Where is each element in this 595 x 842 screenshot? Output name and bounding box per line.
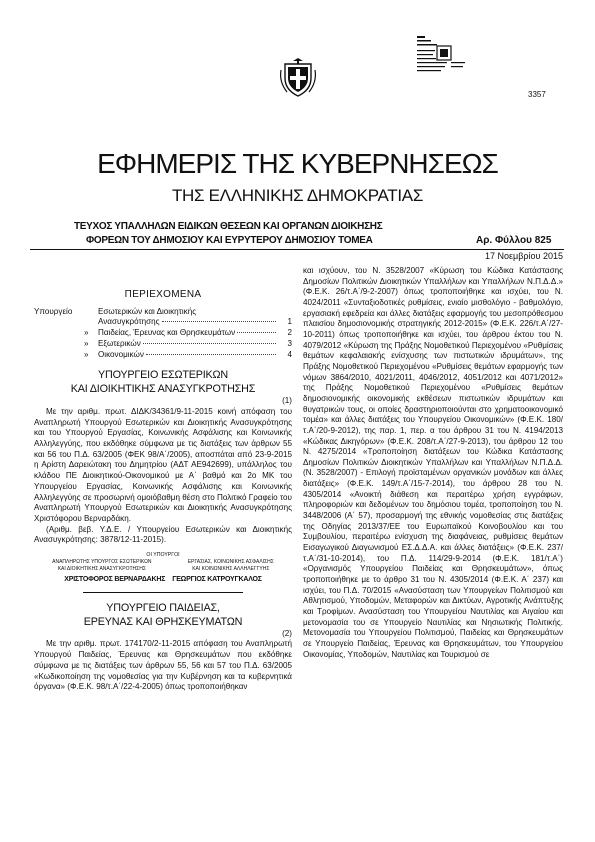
signatory-titles [34,559,292,573]
ministry-heading-line: ΚΑΙ ΔΙΟΙΚΗΤΙΚΗΣ ΑΝΑΣΥΓΚΡΟΤΗΣΗΣ [70,383,256,396]
ministry-heading-line: ΕΡΕΥΝΑΣ ΚΑΙ ΘΡΗΣΚΕΥΜΑΤΩΝ [83,615,243,628]
gazette-title: ΕΦΗΜΕΡΙΣ ΤΗΣ ΚΥΒΕΡΝΗΣΕΩΣ [97,148,498,179]
signatory-title: ΚΑΙ ΔΙΟΙΚΗΤΙΚΗΣ ΑΝΑΣΥΓΚΡΟΤΗΣΗΣ [57,566,146,573]
toc-leader-dots [162,321,276,322]
decision-text: Με την αριθμ. πρωτ. 174170/2-11-2015 απόφαση του Αναπληρωτή Υπουργού Παιδείας, Έρευνας και Θρησκευμάτων που εκδόθηκε σύμφωνα με τις διατάξεις των άρθρων 55, 56 και 57 του Π.Δ. 63/2005 «Κωδικοποίηση της νομοθεσίας για την Κυβέρνηση και τα κυβερνητικά όργανα» (Φ.Ε.Κ. 98/τ.Α΄/22-4-2005) όπως τροποποιήθηκαν [34,639,292,692]
decision-reference: (Αριθμ. βεβ. Υ.Δ.Ε. / Υπουργείου Εσωτερικών και Διοικητικής Ανασυγκρότησης: 3878/12-11-2015). [34,524,292,545]
ministry-heading-education [34,601,292,629]
toc-item-name: Ανασυγκρότησης [98,317,160,327]
toc-item[interactable] [34,339,292,350]
toc-item-prefix: » [84,328,89,338]
right-column [303,266,563,660]
toc-item-page: 4 [287,349,292,359]
toc-item[interactable] [34,328,292,339]
decision-number: (1) [282,396,292,406]
gazette-subtitle: ΤΗΣ ΕΛΛΗΝΙΚΗΣ ΔΗΜΟΚΡΑΤΙΑΣ [171,186,424,205]
signatory-title: ΑΝΑΠΛΗΡΩΤΗΣ ΥΠΟΥΡΓΟΣ ΕΣΩΤΕΡΙΚΩΝ [52,559,152,566]
signatories-caption: ΟΙ ΥΠΟΥΡΓΟΙ [146,552,180,559]
toc-item-prefix: » [84,349,89,359]
greek-coat-of-arms-icon [277,56,319,98]
toc-item-page: 3 [287,338,292,348]
left-column [34,290,292,693]
signatory-title: ΚΑΙ ΚΟΙΝΩΝΙΚΗΣ ΑΛΛΗΛΕΓΓΥΗΣ [192,566,270,573]
toc-item[interactable] [34,350,292,361]
decision-text: Με την αριθμ. πρωτ. ΔΙΔΚ/34361/9-11-2015 κοινή απόφαση του Αναπληρωτή Υπουργού Εσωτερικών και Διοικητικής Ανασυγκρότησης και του Υπουργού Εργασίας, Κοινωνικής Ασφάλισης και Κοινωνικής Αλληλεγγύης, που εκδόθηκε σύμφωνα με τις διατάξεις των άρθρων 55 και 56 του Π.Δ. 63/2005 (ΦΕΚ 98/Α΄/2005), αποσπάται από 23-9-2015 η Αρίστη Δαρειώτακη του Δημητρίου (ΑΔΤ ΑΕ942699), υπάλληλος του κλάδου ΠΕ Διοικητικού-Οικονομικού με Α΄ βαθμό και 2ο ΜΚ του Υπουργείου Εργασίας, Κοινωνικής Ασφάλισης και Κοινωνικής Αλληλεγγύης σε προσωρινή ομοιόβαθμη θέση στο Πολιτικό Γραφείο του Αναπληρωτή Υπουργού Εσωτερικών και Διοικητικής Ανασυγκρότησης Χριστόφορου Βερναρδάκη. [34,406,292,523]
qr-code-icon [415,34,470,78]
toc-item-page: 2 [287,328,292,338]
toc-leader-dots [237,332,276,333]
ministry-heading-line: ΥΠΟΥΡΓΕΙΟ ΕΣΩΤΕΡΙΚΩΝ [97,369,228,382]
signatory-names: ΧΡΙΣΤΟΦΟΡΟΣ ΒΕΡΝΑΡΔΑΚΗΣ ΓΕΩΡΓΙΟΣ ΚΑΤΡΟΥΓΚΑΛΟΣ [64,576,262,584]
header-divider [30,249,564,250]
toc-title: ΠΕΡΙΕΧΟΜΕΝΑ [124,289,202,300]
decision-text-continued: και ισχύουν, του Ν. 3528/2007 «Κύρωση του Κώδικα Κατάστασης Δημοσίων Πολιτικών Διοικητικών Υπαλλήλων και Υπαλλήλων Ν.Π.Δ.Δ.» (Φ.Ε.Κ. 26/τ.Α΄/9-2-2007) όπως τροποποιήθηκε και ισχύει, του Ν. 4024/2011 «Συνταξιοδοτικές ρυθμίσεις, ενιαίο μισθολόγιο - βαθμολόγιο, εργασιακή εφεδρεία και άλλες διατάξεις εφαρμογής του μεσοπρόθεσμου πλαισίου δημοσιονομικής στρατηγικής 2012-2015» (Φ.Ε.Κ. 226/τ.Α΄/27-10-2011) όπως τροποποιήθηκε και ισχύει, του άρθρου έκτου του Ν. 4079/2012 «Κύρωση της Πράξης Νομοθετικού Περιεχομένου «Ρυθμίσεις θεμάτων κεφαλαιακής ενίσχυσης των πιστωτικών ιδρυμάτων», της Πράξης Νομοθετικού Περιεχομένου «Ρυθμίσεις θεμάτων εφαρμογής των νόμων 3864/2010, 4021/2011, 4046/2012, 4051/2012 και 4071/2012» της Πράξης Νομοθετικού Περιεχομένου «Ρυθμίσεις θεμάτων δημοσιονομικής οικονομικής εκθέσεων πιστωτικών ιδρυμάτων και θυγατρικών τους, οι οποίες δραστηριοποιούνται στο χρηματοοικονομικό τομέα» και άλλες διατάξεις του Υπουργείου Οικονομικών» (Φ.Ε.Κ. 180/τ.Α΄/20-9-2012), της παρ. 1, περ. α του άρθρου 31 του Ν. 4194/2013 «Κώδικας Δικηγόρων» (Φ.Ε.Κ. 208/τ.Α΄/27-9-2013), του άρθρου 12 του Ν. 4275/2014 «Τροποποίηση διατάξεων του Κώδικα Κατάστασης Δημοσίων Πολιτικών Διοικητικών Υπαλλήλων και Υπαλλήλων Ν.Π.Δ.Δ. (Ν. 3528/2007) - Επιλογή προϊσταμένων οργανικών μονάδων και άλλες διατάξεις» (Φ.Ε.Κ. 149/τ.Α΄/15-7-2014), του άρθρου 28 του Ν. 4305/2014 «Ανοικτή διάθεση και περαιτέρω χρήση εγγράφων, πληροφοριών και δεδομένων του δημόσιου τομέα, τροποποίηση του Ν. 3448/2006 (Α΄ 57), προσαρμογή της εθνικής νομοθεσίας στις διατάξεις της Οδηγίας 2013/37/ΕΕ του Ευρωπαϊκού Κοινοβουλίου και του Συμβουλίου, περαιτέρω ενίσχυση της διαφάνειας, ρυθμίσεις θεμάτων Εισαγωγικού Διαγωνισμού ΕΣ.Δ.Δ.Α. και άλλες διατάξεις» (Φ.Ε.Κ. 237/τ.Α΄/31-10-2014), του Π.Δ. 114/29-9-2014 (Φ.Ε.Κ. 181/τ.Α΄) «Οργανισμός Υπουργείου Παιδείας και Θρησκευμάτων», όπως τροποποιήθηκε με το άρθρο 31 του Ν. 4305/2014 (Φ.Ε.Κ. Α΄ 237) και ισχύει, του Π.Δ. 70/2015 «Ανασύσταση των Υπουργείων Πολιτισμού και Αθλητισμού, Υποδομών, Μεταφορών και Δικτύων, Αγροτικής Ανάπτυξης και Τροφίμων. Ανασύσταση του Υπουργείου Ναυτιλίας και Αιγαίου και μετονομασία του σε Υπουργείο Ναυτιλίας και Νησιωτικής Πολιτικής. Μετονομασία του Υπουργείου Πολιτισμού, Παιδείας και Θρησκευμάτων σε Υπουργείο Παιδείας, Έρευνας και Θρησκευμάτων, του Υπουργείου Οικονομίας, Υποδομών, Ναυτιλίας και Τουρισμού σε [303,266,563,659]
toc-item-name: Παιδείας, Έρευνας και Θρησκευμάτων [98,328,236,338]
toc-item-name: Εξωτερικών [98,338,141,348]
toc-leader-dots [143,343,276,344]
publication-date: 17 Νοεμβρίου 2015 [485,251,563,261]
toc-item-name: Εσωτερικών και Διοικητικής [98,306,197,316]
toc-leader-dots [146,354,276,355]
toc-item-prefix: Υπουργείο [34,306,73,316]
ministry-heading-interior [34,368,292,396]
issue-type-line-2: ΦΟΡΕΩΝ ΤΟΥ ΔΗΜΟΣΙΟΥ ΚΑΙ ΕΥΡΥΤΕΡΟΥ ΔΗΜΟΣΙΟΥ ΤΟΜΕΑ [86,235,373,246]
section-divider [83,592,243,593]
issue-number: Αρ. Φύλλου 825 [476,235,552,246]
decision-number: (2) [282,628,292,638]
ministry-heading-line: ΥΠΟΥΡΓΕΙΟ ΠΑΙΔΕΙΑΣ, [106,601,220,614]
toc-item[interactable] [34,317,292,328]
toc-item-prefix: » [84,338,89,348]
page-number: 3357 [528,90,546,99]
toc-item-name: Οικονομικών [98,349,144,359]
table-of-contents [34,307,292,361]
issue-type-line-1: ΤΕΥΧΟΣ ΥΠΑΛΛΗΛΩΝ ΕΙΔΙΚΩΝ ΘΕΣΕΩΝ ΚΑΙ ΟΡΓΑΝΩΝ ΔΙΟΙΚΗΣΗΣ [74,221,383,232]
signatory-title: ΕΡΓΑΣΙΑΣ, ΚΟΙΝΩΝΙΚΗΣ ΑΣΦΑΛΙΣΗΣ [187,559,274,566]
toc-item[interactable] [34,307,292,318]
toc-item-page: 1 [287,317,292,327]
